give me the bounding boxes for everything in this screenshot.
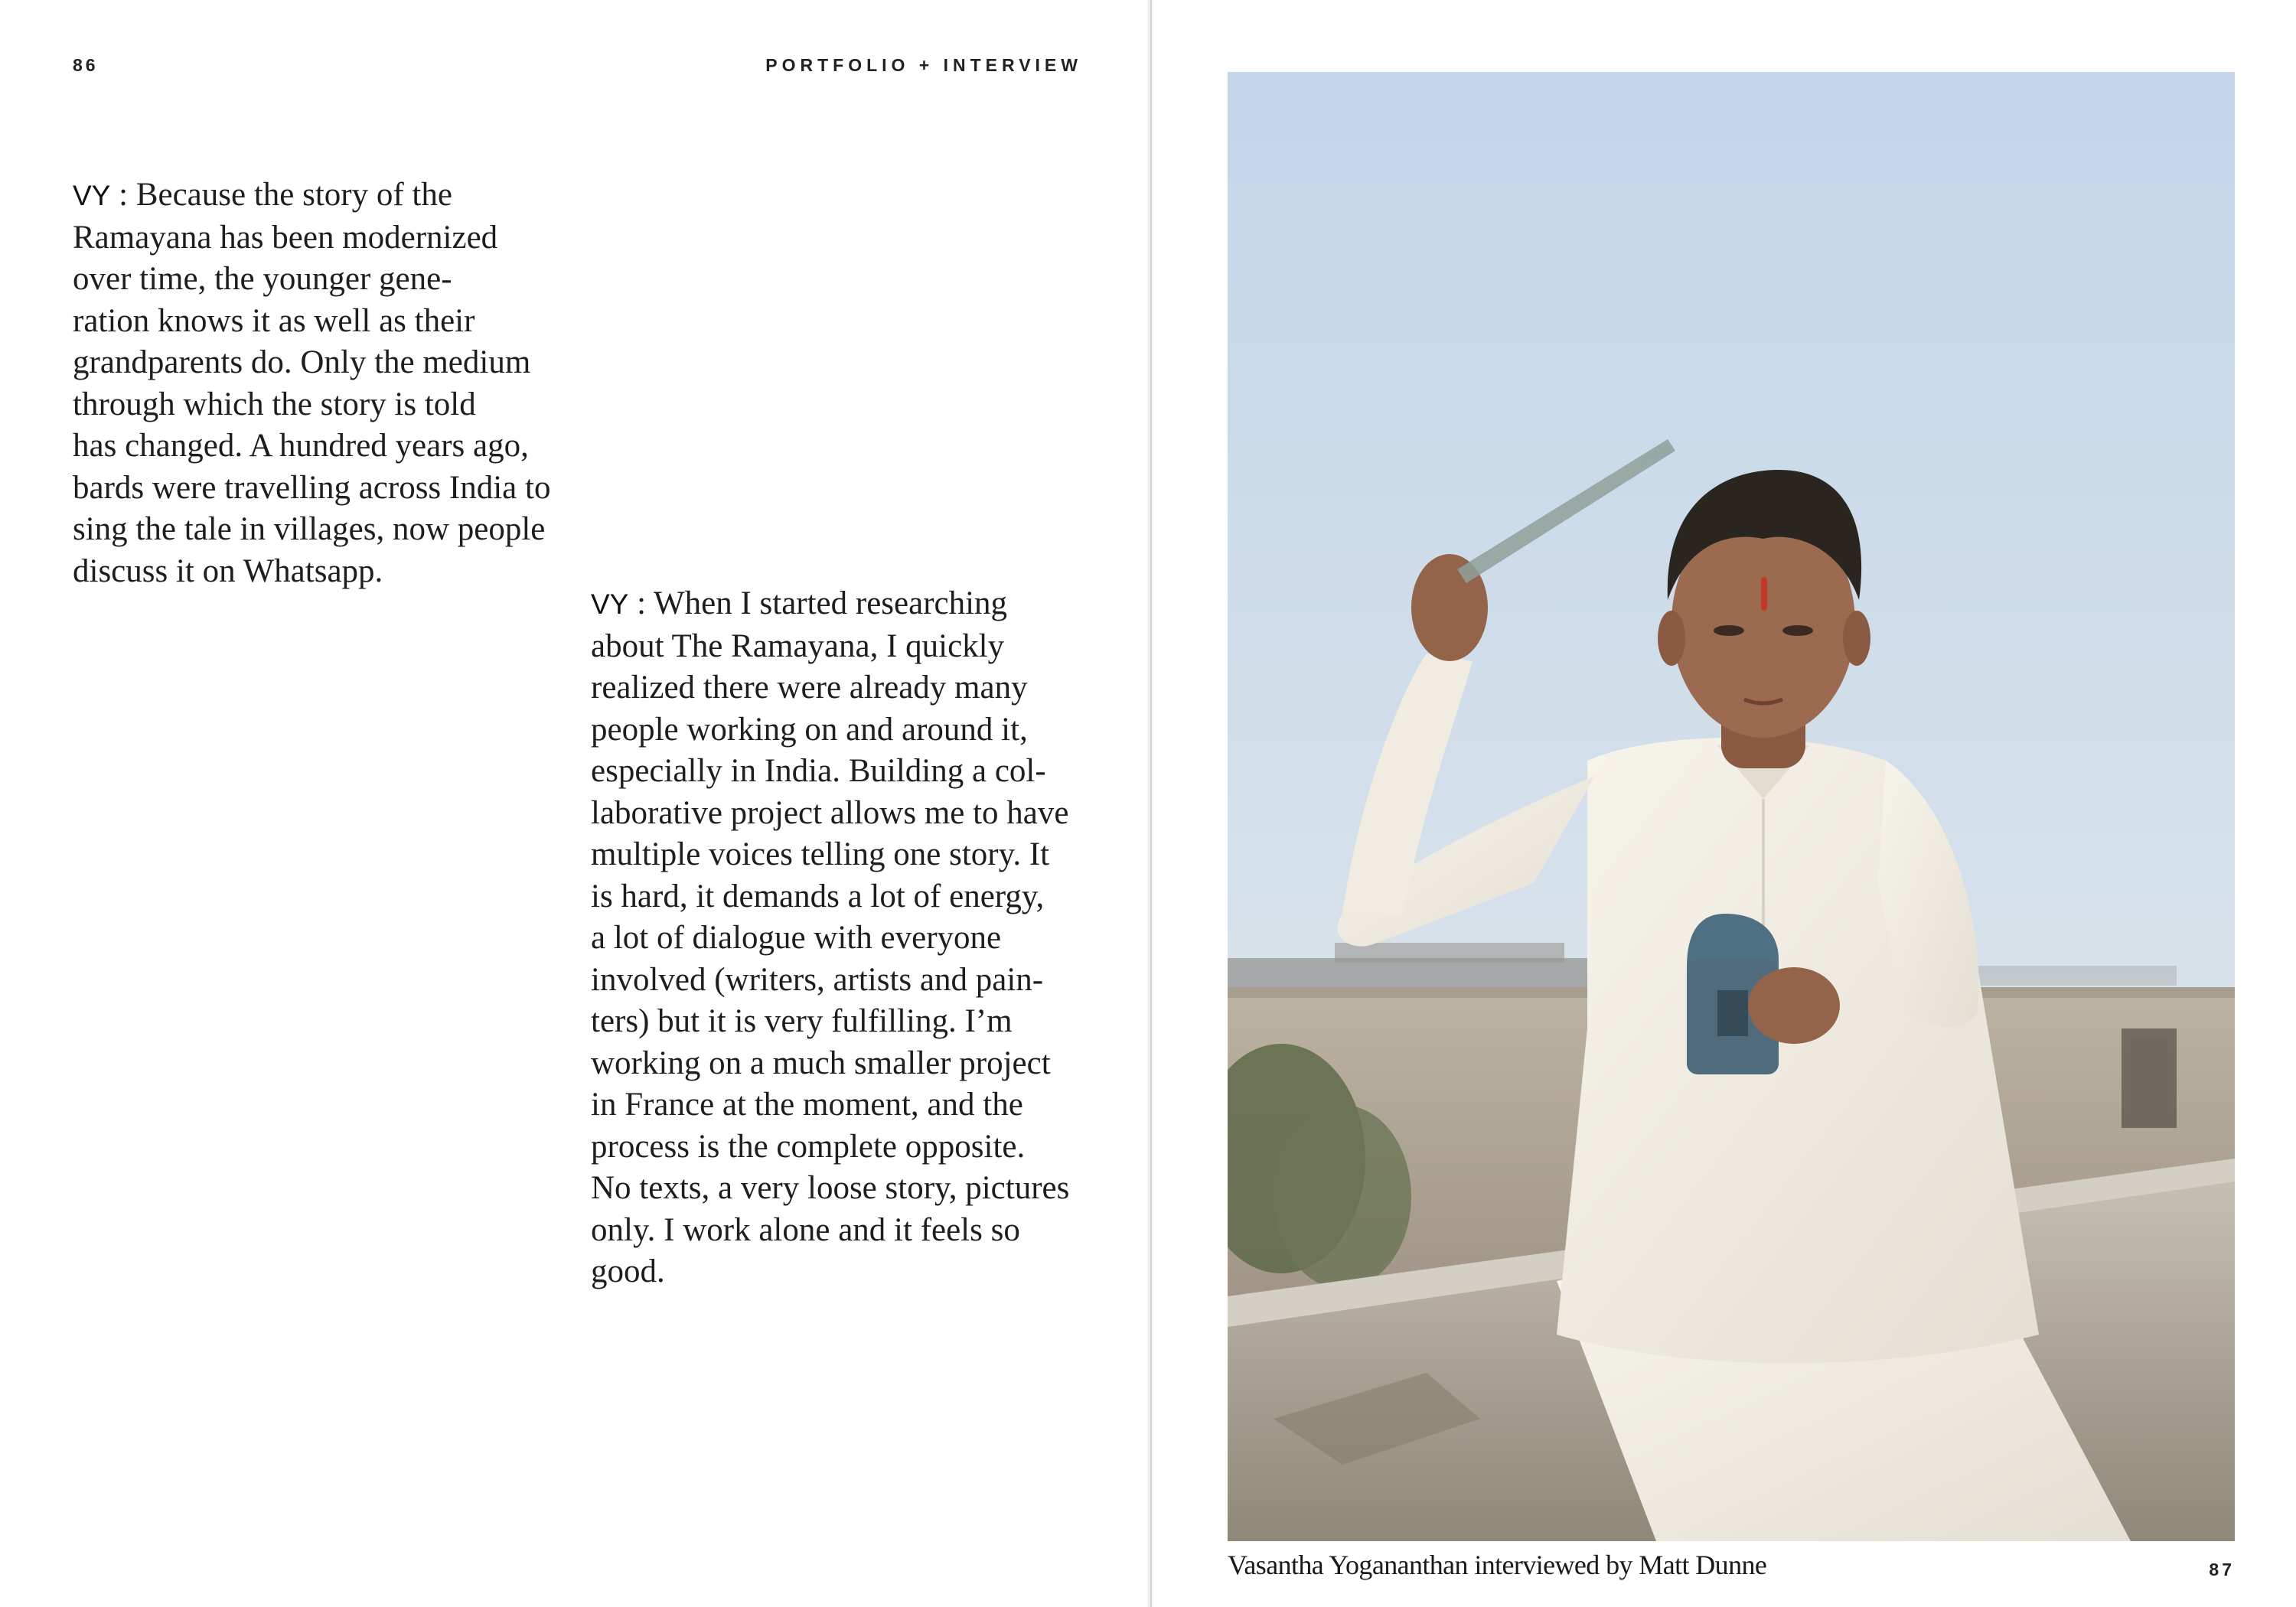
text-line: VY : When I started researching — [591, 585, 1008, 621]
ear — [1843, 611, 1870, 666]
right-eye — [1782, 625, 1813, 636]
tree — [1274, 1105, 1411, 1289]
photo-caption: Vasantha Yogananthan interviewed by Matt Dunne — [1228, 1550, 1767, 1580]
text-line: in France at the moment, and the — [591, 1087, 1023, 1123]
text-line: ration knows it as well as their — [73, 302, 475, 339]
text-line: VY : Because the story of the — [73, 177, 452, 213]
text-line: process is the complete opposite. — [591, 1128, 1026, 1165]
distant-building — [1978, 966, 2177, 986]
text-line: laborative project allows me to have — [591, 794, 1069, 831]
running-head: PORTFOLIO + INTERVIEW — [765, 55, 1082, 75]
text-line: ters) but it is very fulfilling. I’m — [591, 1003, 1013, 1039]
text-line: sing the tale in villages, now people — [73, 511, 546, 547]
text-line: especially in India. Building a col- — [591, 753, 1046, 789]
text-line: working on a much smaller project — [591, 1045, 1051, 1081]
photo-illustration — [1228, 72, 2235, 1541]
distant-building — [1335, 943, 1564, 963]
tilak — [1761, 577, 1767, 611]
text-line: Ramayana has been modernized — [73, 219, 498, 256]
text-line: multiple voices telling one story. It — [591, 836, 1050, 872]
mirror-hinge — [1717, 990, 1748, 1036]
text-line: No texts, a very loose story, pictures — [591, 1170, 1070, 1206]
portrait-photo — [1228, 72, 2235, 1541]
text-line: discuss it on Whatsapp. — [73, 553, 383, 589]
text-line: has changed. A hundred years ago, — [73, 428, 529, 464]
interview-answer-2 — [591, 583, 1069, 1293]
text-line: good. — [591, 1253, 665, 1289]
text-line: people working on and around it, — [591, 711, 1028, 748]
page-number-right: 87 — [2209, 1560, 2235, 1579]
speaker-label: VY — [73, 180, 111, 211]
gutter-fold-line — [1150, 0, 1152, 1607]
text-line: about The Ramayana, I quickly — [591, 627, 1005, 664]
text-line: bards were travelling across India to — [73, 469, 551, 506]
text-line: a lot of dialogue with everyone — [591, 920, 1002, 956]
wall-window-inner — [2131, 1038, 2167, 1120]
left-eye — [1714, 625, 1744, 636]
page-number-left: 86 — [73, 55, 99, 75]
text-line: over time, the younger gene- — [73, 261, 452, 297]
text-line: grandparents do. Only the medium — [73, 344, 531, 380]
text-line: through which the story is told — [73, 386, 476, 422]
interview-answer-1 — [73, 174, 550, 592]
text-line: only. I work alone and it feels so — [591, 1211, 1020, 1248]
text-line: is hard, it demands a lot of energy, — [591, 878, 1045, 914]
text-line: involved (writers, artists and pain- — [591, 961, 1044, 998]
ear — [1658, 611, 1685, 666]
speaker-label: VY — [591, 588, 629, 620]
text-line: realized there were already many — [591, 670, 1028, 706]
mirror-hand — [1748, 967, 1840, 1044]
